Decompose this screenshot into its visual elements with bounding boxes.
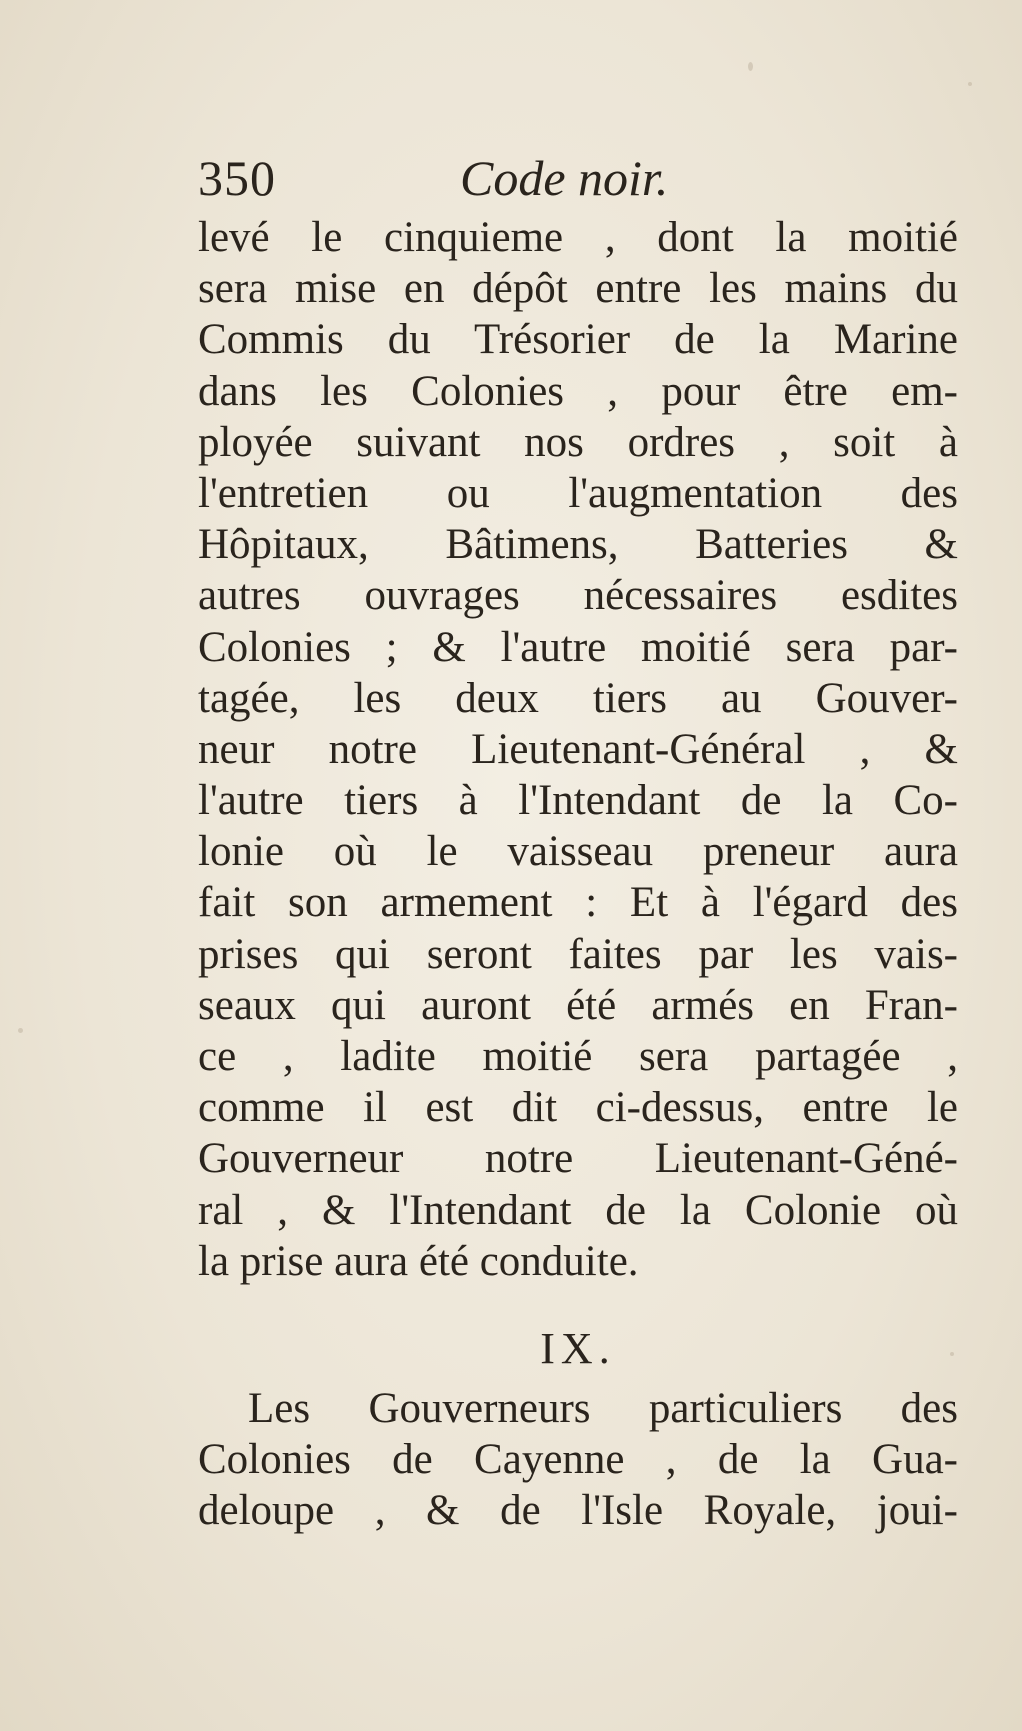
- text-line: Colonies de Cayenne , de la Gua-: [198, 1436, 958, 1484]
- paragraph-1: [198, 212, 958, 1287]
- text-line: Les Gouverneurs particuliers des: [248, 1385, 958, 1432]
- text-line: ce , ladite moitié sera partagée ,: [198, 1033, 958, 1080]
- text-line: fait son armement : Et à l'égard des: [198, 879, 958, 927]
- text-line: levé le cinquieme , dont la moitié: [198, 214, 958, 261]
- section-heading: IX.: [540, 1324, 616, 1373]
- text-line: la prise aura été conduite.: [198, 1237, 639, 1285]
- paper-speck: [18, 1028, 23, 1033]
- text-line: neur notre Lieutenant-Général , &: [198, 725, 958, 773]
- text-line: sera mise en dépôt entre les mains du: [198, 265, 958, 313]
- text-line: ployée suivant nos ordres , soit à: [198, 418, 958, 466]
- running-title: Code noir.: [460, 150, 669, 206]
- text-line: prises qui seront faites par les vais-: [198, 930, 958, 978]
- text-line: dans les Colonies , pour être em-: [198, 367, 958, 415]
- page-header: [198, 148, 958, 208]
- paper-speck: [748, 62, 753, 71]
- page-number: 350: [198, 150, 276, 206]
- text-line: autres ouvrages nécessaires esdites: [198, 572, 958, 620]
- text-line: comme il est dit ci-dessus, entre le: [198, 1084, 958, 1132]
- paragraph-2: [198, 1383, 958, 1537]
- text-line: Commis du Trésorier de la Marine: [198, 316, 958, 364]
- paper-speck: [968, 82, 972, 86]
- text-line: Gouverneur notre Lieutenant-Géné-: [198, 1135, 958, 1183]
- text-line: lonie où le vaisseau preneur aura: [198, 828, 958, 876]
- text-line: seaux qui auront été armés en Fran-: [198, 981, 958, 1029]
- text-line: Hôpitaux, Bâtimens, Batteries &: [198, 521, 958, 569]
- text-line: deloupe , & de l'Isle Royale, joui-: [198, 1487, 958, 1535]
- text-line: ral , & l'Intendant de la Colonie où: [198, 1186, 958, 1234]
- text-line: Colonies ; & l'autre moitié sera par-: [198, 623, 958, 671]
- text-line: l'autre tiers à l'Intendant de la Co-: [198, 777, 958, 825]
- text-line: l'entretien ou l'augmentation des: [198, 469, 958, 517]
- text-line: tagée, les deux tiers au Gouver-: [198, 674, 958, 722]
